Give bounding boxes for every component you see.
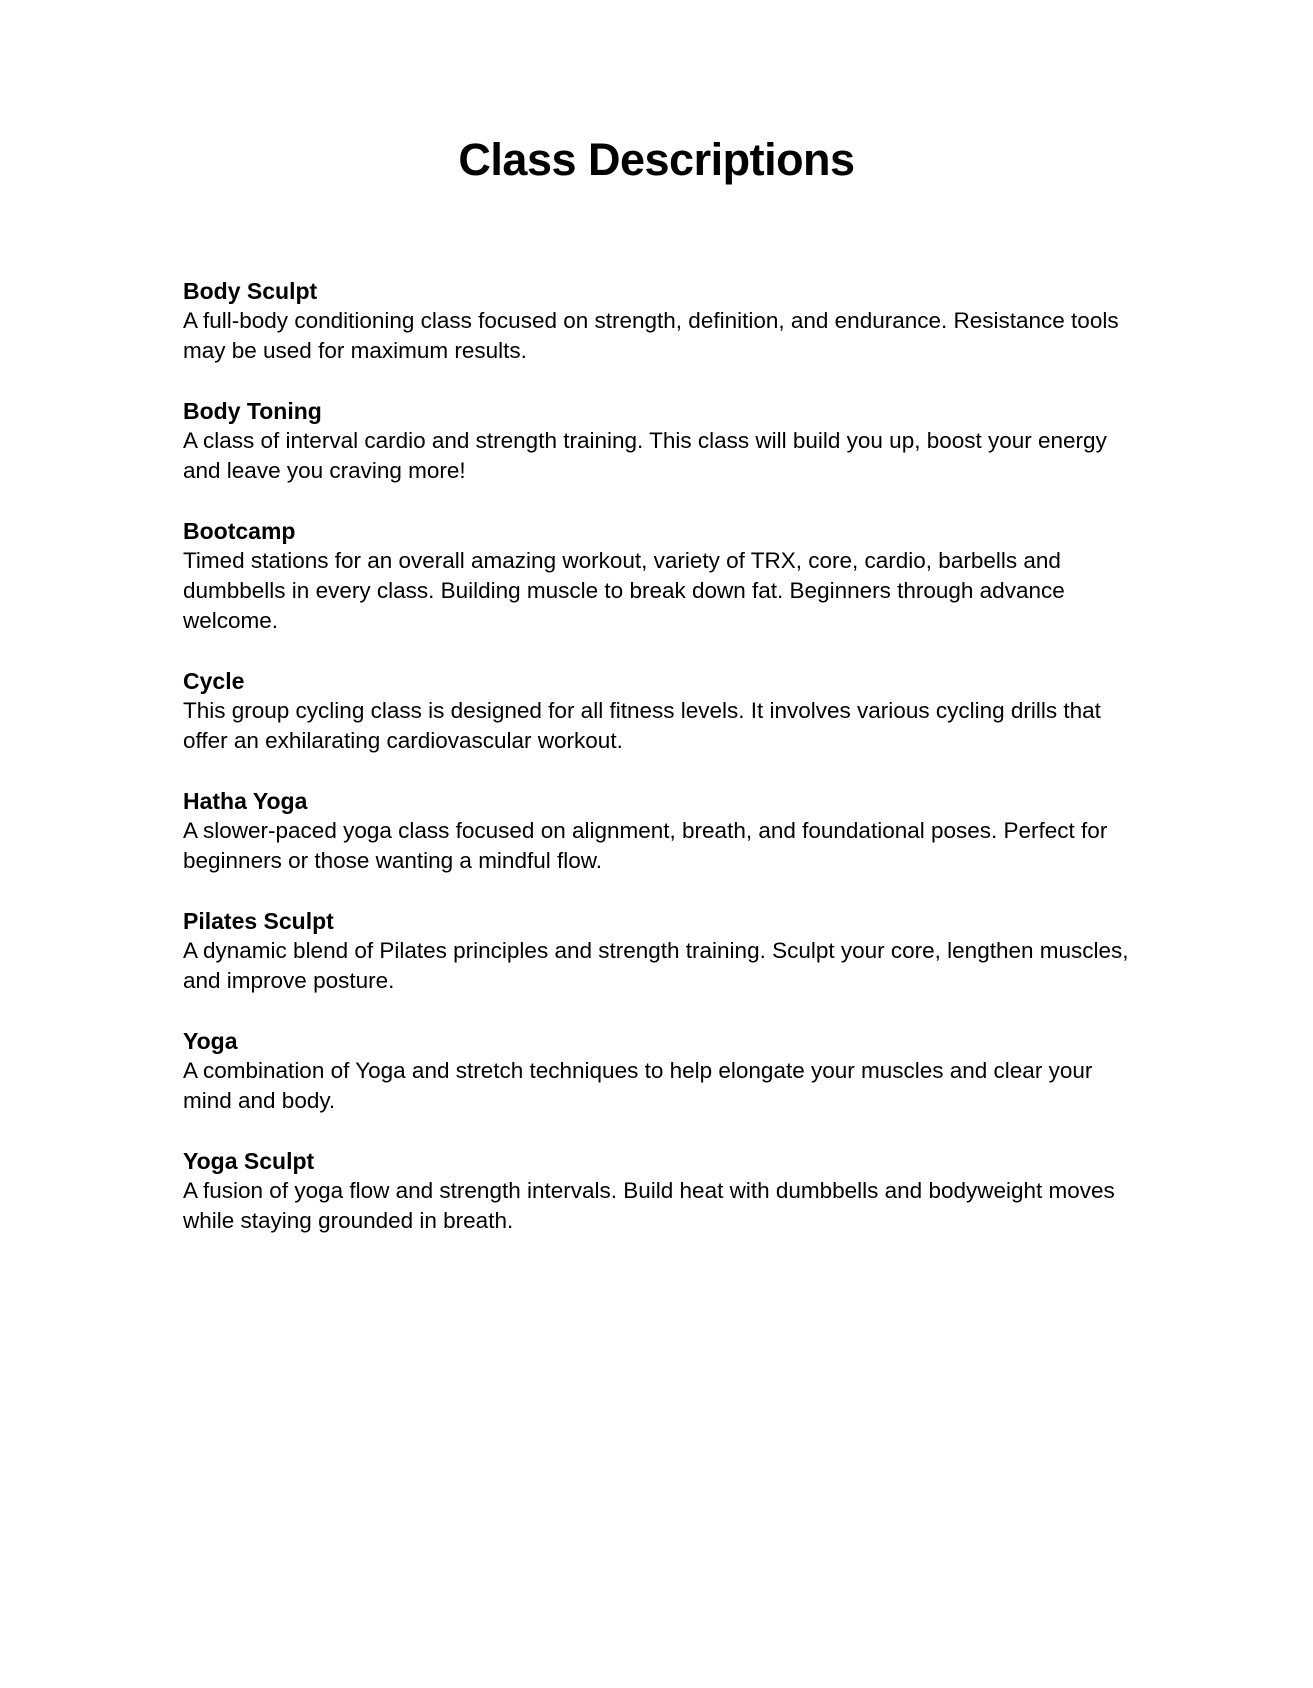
- class-description: A class of interval cardio and strength training. This class will build you up, boost your energy and leave you craving more!: [183, 428, 1107, 483]
- class-name: Yoga Sculpt: [183, 1148, 315, 1174]
- class-name: Bootcamp: [183, 518, 296, 544]
- class-description: A slower-paced yoga class focused on alignment, breath, and foundational poses. Perfect for beginners or those wanting a mindful flow.: [183, 818, 1108, 873]
- class-description: A dynamic blend of Pilates principles and strength training. Sculpt your core, lengthen muscles, and improve posture.: [183, 938, 1129, 993]
- class-name: Yoga: [183, 1028, 238, 1054]
- class-description: A combination of Yoga and stretch techniques to help elongate your muscles and clear your mind and body.: [183, 1058, 1093, 1113]
- class-entry-bootcamp: [183, 516, 1143, 636]
- page-title: Class Descriptions: [458, 134, 855, 185]
- class-description: Timed stations for an overall amazing workout, variety of TRX, core, cardio, barbells and dumbbells in every class. Building muscle to break down fat. Beginners through advance welcome.: [183, 548, 1065, 633]
- class-name: Body Sculpt: [183, 278, 318, 304]
- class-description: This group cycling class is designed for all fitness levels. It involves various cycling drills that offer an exhilarating cardiovascular workout.: [183, 698, 1101, 753]
- class-entry-pilates-sculpt: [183, 906, 1143, 996]
- class-description: A fusion of yoga flow and strength intervals. Build heat with dumbbells and bodyweight moves while staying grounded in breath.: [183, 1178, 1115, 1233]
- class-entry-yoga: [183, 1026, 1143, 1116]
- class-description: A full-body conditioning class focused on strength, definition, and endurance. Resistance tools may be used for maximum results.: [183, 308, 1119, 363]
- class-list: [183, 276, 1143, 1266]
- class-name: Hatha Yoga: [183, 788, 308, 814]
- class-name: Body Toning: [183, 398, 322, 424]
- class-entry-body-sculpt: [183, 276, 1143, 366]
- class-entry-yoga-sculpt: [183, 1146, 1143, 1236]
- class-entry-body-toning: [183, 396, 1143, 486]
- class-name: Cycle: [183, 668, 245, 694]
- class-name: Pilates Sculpt: [183, 908, 334, 934]
- class-entry-cycle: [183, 666, 1143, 756]
- class-entry-hatha-yoga: [183, 786, 1143, 876]
